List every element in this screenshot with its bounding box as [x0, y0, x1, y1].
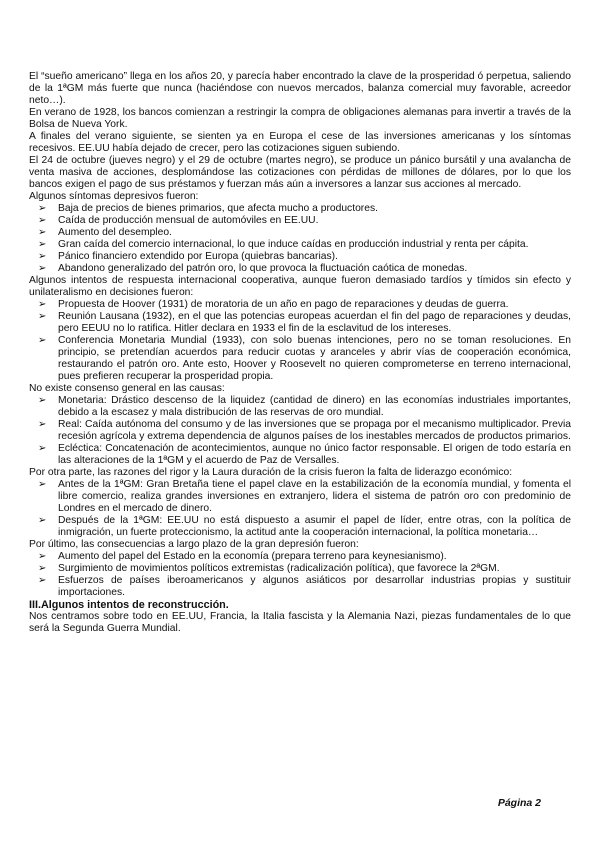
- causas-list: [29, 395, 571, 467]
- causas-intro: No existe consenso general en las causas:: [29, 383, 225, 394]
- sintomas-list: [29, 203, 571, 275]
- list-item: ➢ Aumento del papel del Estado en la economía (prepara terreno para keynesianismo).: [58, 551, 571, 563]
- sintomas-intro: Algunos síntomas depresivos fueron:: [29, 191, 199, 202]
- list-item: ➢ Propuesta de Hoover (1931) de moratoria de un año en pago de reparaciones y deudas de guerra.: [58, 299, 571, 311]
- list-item: ➢ Antes de la 1ªGM: Gran Bretaña tiene el papel clave en la estabilización de la economía mundial, y fomenta el libre comercio, realiza grandes inversiones en extranjero, lidera el sistema de patrón oro con predominio de Londres en el mercado de dinero.: [58, 479, 571, 515]
- razones-list: [29, 479, 571, 539]
- list-item: ➢ Real: Caída autónoma del consumo y de las inversiones que se propaga por el mecanismo multiplicador. Previa recesión agrícola y extrema dependencia de algunos países de los inestables mercados de productos primarios.: [58, 419, 571, 443]
- list-item: ➢ Abandono generalizado del patrón oro, lo que provoca la fluctuación caótica de monedas.: [58, 263, 571, 275]
- document-body: [29, 71, 571, 635]
- paragraph-sueno-americano: El “sueño americano” llega en los años 20, y parecía haber encontrado la clave de la prosperidad ó perpetua, saliendo de la 1ªGM más fuerte que nunca (haciéndose con nuevos mercados, balanza comercial muy favorable, acreedor neto…).: [29, 71, 571, 106]
- list-item: ➢ Después de la 1ªGM: EE.UU no está dispuesto a asumir el papel de líder, entre otras, con la política de inmigración, un fuerte proteccionismo, la actitud ante la cooperación internacional, la política monetaria…: [58, 515, 571, 539]
- list-item: ➢ Monetaria: Drástico descenso de la liquidez (cantidad de dinero) en las economías industriales importantes, debido a la escasez y mala distribución de las reservas de oro mundial.: [58, 395, 571, 419]
- list-item: ➢ Reunión Lausana (1932), en el que las potencias europeas acuerdan el fin del pago de reparaciones y deudas, pero EEUU no lo ratifica. Hitler declara en 1933 el fin de la esclavitud de los intereses.: [58, 311, 571, 335]
- list-item: ➢ Gran caída del comercio internacional, lo que induce caídas en producción industrial y renta per cápita.: [58, 239, 571, 251]
- consecuencias-list: [29, 551, 571, 599]
- razones-intro: Por otra parte, las razones del rigor y la Laura duración de la crisis fueron la falta de liderazgo económico:: [29, 467, 513, 478]
- list-item: ➢ Aumento del desempleo.: [58, 227, 571, 239]
- intentos-list: [29, 299, 571, 383]
- list-item: ➢ Conferencia Monetaria Mundial (1933), con solo buenas intenciones, pero no se toman resoluciones. En principio, se pretendían acuerdos para reducir cuotas y aranceles y abrir vías de cooperación económica, restaurando el patrón oro. Ante esto, Hoover y Roosevelt no quieren comprometerse en terreno internacional, pues prefieren recuperar la prosperidad propia.: [58, 335, 571, 383]
- list-item: ➢ Baja de precios de bienes primarios, que afecta mucho a productores.: [58, 203, 571, 215]
- list-item: ➢ Ecléctica: Concatenación de acontecimientos, aunque no único factor responsable. El origen de todo estaría en las alteraciones de la 1ªGM y el acuerdo de Paz de Versalles.: [58, 443, 571, 467]
- section-heading: III.Algunos intentos de reconstrucción.: [29, 599, 229, 611]
- consecuencias-intro: Por último, las consecuencias a largo plazo de la gran depresión fueron:: [29, 539, 359, 550]
- list-item: ➢ Surgimiento de movimientos políticos extremistas (radicalización política), que favorece la 2ªGM.: [58, 563, 571, 575]
- paragraph-crash-octubre: El 24 de octubre (jueves negro) y el 29 de octubre (martes negro), se produce un pánico bursátil y una avalancha de venta masiva de acciones, desplomándose las cotizaciones con pérdidas de millones de dólares, por lo que los bancos exigen el pago de sus préstamos y fuerzan más aún a inversores a lanzar sus acciones al mercado.: [29, 155, 571, 190]
- paragraph-verano-1928: En verano de 1928, los bancos comienzan a restringir la compra de obligaciones alemanas para invertir a través de la Bolsa de Nueva York.: [29, 107, 571, 130]
- page-number: Página 2: [497, 797, 541, 809]
- paragraph-finales-verano: A finales del verano siguiente, se sienten ya en Europa el cese de las inversiones americanas y los síntomas recesivos. EE.UU había dejado de crecer, pero las cotizaciones siguen subiendo.: [29, 131, 571, 154]
- intentos-intro: Algunos intentos de respuesta internacional cooperativa, aunque fueron demasiado tardíos y tímidos sin efecto y unilateralismo en decisiones fueron:: [29, 275, 571, 298]
- list-item: ➢ Pánico financiero extendido por Europa (quiebras bancarias).: [58, 251, 571, 263]
- list-item: ➢ Caída de producción mensual de automóviles en EE.UU.: [58, 215, 571, 227]
- section-paragraph: Nos centramos sobre todo en EE.UU, Francia, la Italia fascista y la Alemania Nazi, piezas fundamentales de lo que será la Segunda Guerra Mundial.: [29, 611, 571, 634]
- list-item: ➢ Esfuerzos de países iberoamericanos y algunos asiáticos por desarrollar industrias propias y sustituir importaciones.: [58, 575, 571, 599]
